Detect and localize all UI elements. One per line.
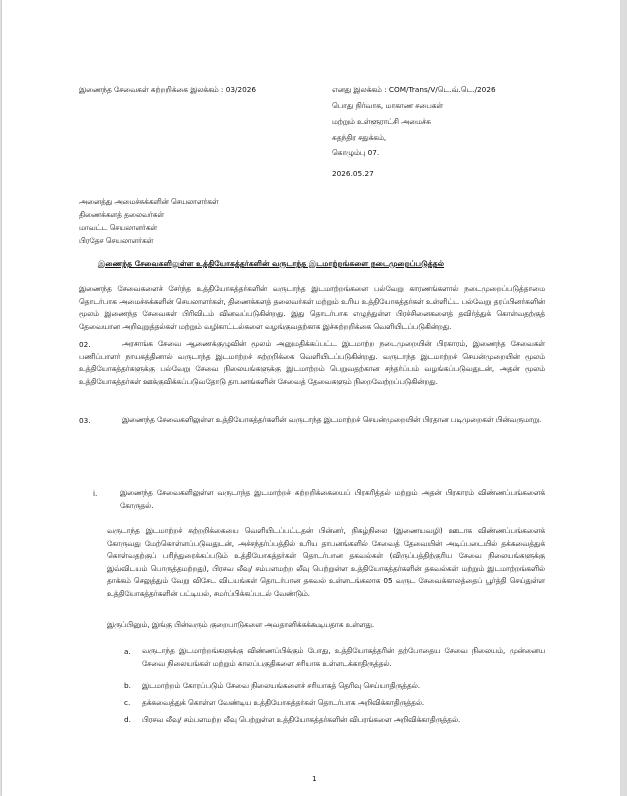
recipient-line: அனைத்து அமைச்சுக்களின் செயலாளர்கள்	[79, 197, 219, 206]
address-line: மற்றும் உள்ளூராட்சி அமைச்சு	[332, 117, 431, 126]
address-line: சுதந்திர சதுக்கம்,	[332, 133, 387, 142]
subitem-number: a.	[124, 647, 131, 656]
paragraph-3: இணைந்த சேவைகளிலுள்ள உத்தியோகத்தர்களின் வருடாந்த இடமாற்றச் செயன்முறையின் பிரதான படிமுறைகள் பின்வருமாறு.	[122, 415, 542, 424]
paragraph-2-number: 02.	[79, 340, 91, 349]
scrollbar[interactable]	[620, 0, 627, 796]
subitem-number: d.	[124, 715, 131, 724]
item-i-number: i.	[93, 489, 98, 498]
item-i-detail: வருடாந்த இடமாற்றச் சுற்றறிக்கையை வெளியிடப்பட்டதன் பின்னர், நிகழ்நிலை (இணையவழி) ஊடாக விண்ணப்பங்களைக் கோருவது மேற்கொள்ளப்படுவதுடன், அச்சந்தர்ப்பத்தில் உரிய தாபனங்களில் சேவைத் தேவையின் அடிப்படையில் தக்கவைத்துக் கொள்வதற்குப் பரிந்துரைக்கப்படும் உத்தியோகத்தர்கள் தொடர்பான தகவல்கள் (விருப்பத்திற்குரிய சேவை நிலையங்களுக்கு இவ்விடயம் பொருத்தமற்றது), பிரசவ லீவு/ சம்பளமற்ற லீவு பெற்றுள்ள உத்தியோகத்தர்களின் தகவல்கள் மற்றும் இடமாற்றங்களில் தாக்கம் செலுத்தும் வேறு விசேட விடயங்கள் தொடர்பான தகவல் உள்ளடங்கலாக 05 வருட சேவைக்காலத்தைப் பூர்த்தி செய்துள்ள உத்தியோகத்தர்களின் பட்டியல், சமர்ப்பிக்கப்படல் வேண்டும்.	[107, 526, 545, 598]
subitem-number: c.	[124, 698, 131, 707]
recipient-line: பிரதேச செயலாளர்கள்	[79, 236, 154, 245]
circular-number: இணைந்த சேவைகள் சுற்றறிக்கை இலக்கம் : 03/2026	[79, 85, 257, 94]
recipient-line: மாவட்ட செயலாளர்கள்	[79, 223, 158, 232]
page-number: 1	[312, 774, 317, 783]
recipient-line: திணைக்களத் தலைவர்கள்	[79, 210, 164, 219]
item-i-text: இணைந்த சேவைகளிலுள்ள வருடாந்த இடமாற்றச் சுற்றறிக்கையைப் பிரசுரித்தல் மற்றும் அதன் பிரகாரம் விண்ணப்பங்களைக் கோருதல்.	[120, 488, 545, 510]
paragraph-1: இணைந்த சேவைகளைச் சேர்ந்த உத்தியோகத்தர்களின் வருடாந்த இடமாற்றங்களை பல்வேறு காரணங்களால் நடைமுறைப்படுத்தாமை தொடர்பாக அமைச்சுக்களின் செயலாளர்கள், திணைக்களத் தலைவர்கள் மற்றும் உரிய உத்தியோகத்தர்கள் உள்ளிட்ட பல்வேறு தரப்பினர்களின் மூலம் இணைந்த சேவைகள் பிரிவிடம் வினவப்படுகின்றது. இது தொடர்பாக எழுந்துள்ள பிரச்சினைகளைத் தவிர்த்துக் கொள்வதற்குத் தேவையான அறிவுறுத்தல்கள் மற்றும் வழிகாட்டல்களை வழங்குவதற்காக இச்சுற்றறிக்கை வெளியிடப்படுகின்றது.	[79, 284, 545, 331]
item-i-note: இருப்பினும், இங்கு பின்வரும் குறைபாடுகளை அவதானிக்கக்கூடியதாக உள்ளது.	[107, 620, 375, 629]
reference-number: எனது இலக்கம் : COM/Trans/V/டெ.வ்.டெ./2026	[332, 85, 496, 94]
subitem-text: பிரசவ லீவு/ சம்பளமற்ற லீவு பெற்றுள்ள உத்தியோகத்தர்களின் விபரங்களை அறிவிக்காதிருத்தல்.	[142, 715, 461, 724]
subitem-number: b.	[124, 681, 131, 690]
address-line: பொது நிர்வாக, மாகாண சபைகள்	[332, 101, 443, 110]
paragraph-2: அரசாங்க சேவை ஆணைக்குழுவின் மூலம் அனுமதிக்கப்பட்ட இடமாற்ற நடைமுறையின் பிரகாரம், இணைந்த சேவைகள் பணிப்பாளர் நாயகத்தினால் வருடாந்த இடமாற்றச் சுற்றறிக்கை வெளியிடப்படுகின்றது. வருடாந்த இடமாற்றச் செயன்முறையின் மூலம் உத்தியோகத்தர்களுக்கு பல்வேறு சேவை நிலையங்களுக்கு இடமாற்றம் பெறுவதற்கான சந்தர்ப்பம் வழங்கப்படுவதுடன், அதன் மூலம் உத்தியோகத்தர்கள் ஊக்குவிக்கப்படுவதோடு தாபனங்களின் சேவைத் தேவைகளும் நிறைவேற்றப்படுகின்றது.	[79, 339, 545, 386]
subitem-text: வருடாந்த இடமாற்றங்களுக்கு விண்ணப்பிக்கும் போது, உத்தியோகத்தரின் தற்போதைய சேவை நிலையம், முன்னைய சேவை நிலையங்கள் மற்றும் காலப்பகுதிகளை சரியாக உள்ளடக்காதிருத்தல்.	[142, 646, 545, 668]
document-page	[2, 0, 620, 796]
paragraph-3-number: 03.	[79, 416, 91, 425]
subitem-text: தக்கவைத்துக் கொள்ள வேண்டிய உத்தியோகத்தர்கள் தொடர்பாக அறிவிக்காதிருத்தல்.	[142, 698, 425, 707]
subitem-text: இடமாற்றம் கோரப்படும் சேவை நிலையங்களைச் சரியாகத் தெரிவு செய்யாதிருத்தல்.	[142, 681, 421, 690]
document-date: 2026.05.27	[332, 169, 374, 178]
document-title: இணைந்த சேவைகளிலுள்ள உத்தியோகத்தர்களின் வருடாந்த இடமாற்றங்களை நடைமுறைப்படுத்தல்	[98, 259, 445, 268]
address-line: கொழும்பு 07.	[332, 148, 380, 157]
